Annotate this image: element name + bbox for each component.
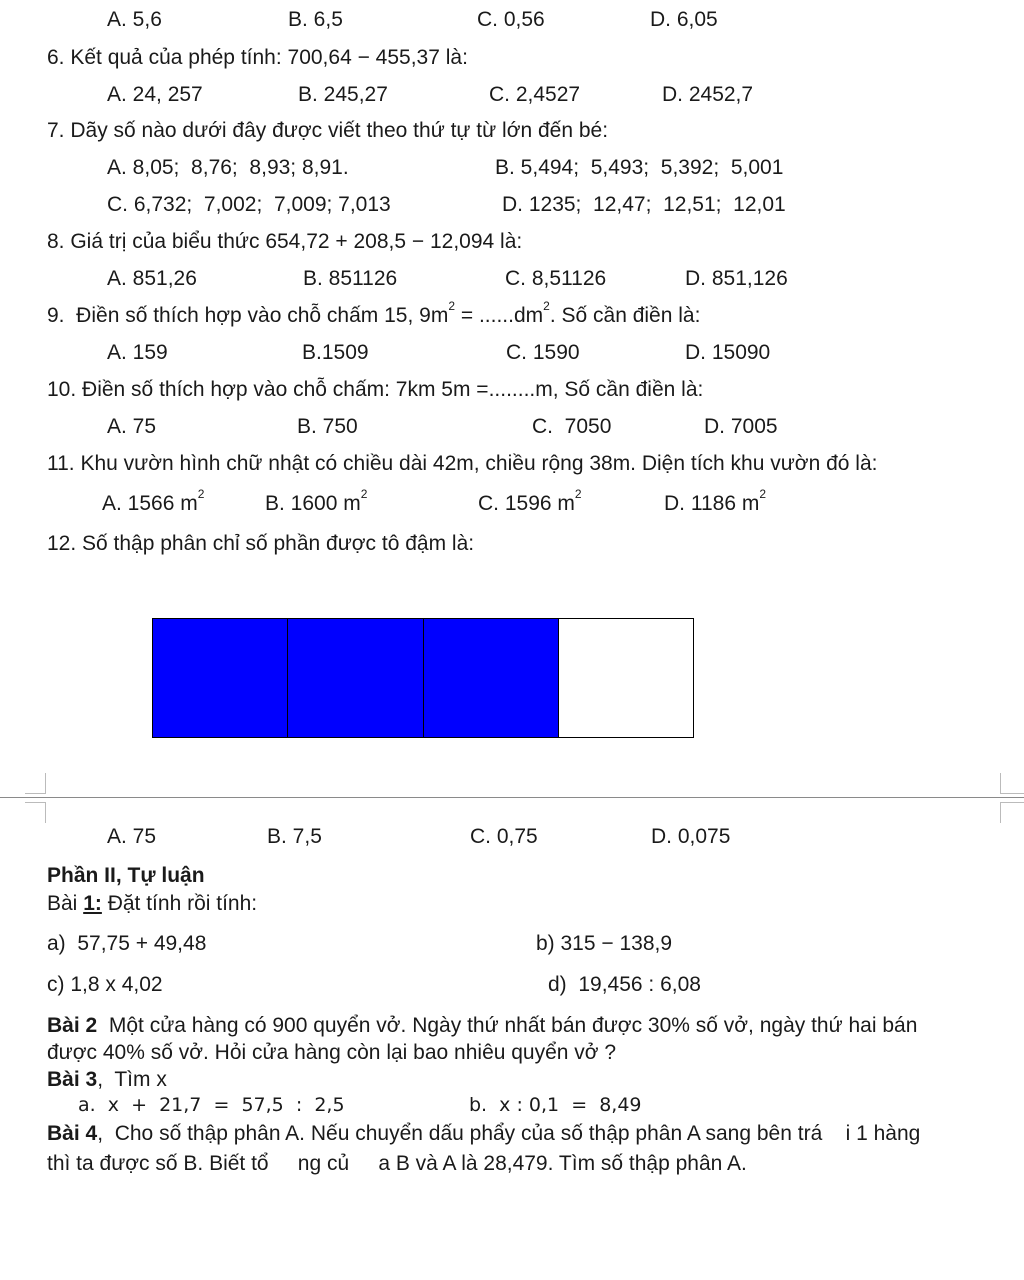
q5-option-b: B. 6,5 [288,8,343,31]
q9-option-a: A. 159 [107,341,168,364]
q8-option-d: D. 851,126 [685,267,788,290]
q10-option-a: A. 75 [107,415,157,438]
bai1-c: c) 1,8 x 4,02 [47,973,163,996]
q11-question: 11. Khu vườn hình chữ nhật có chiều dài 42m, chiều rộng 38m. Diện tích khu vườn đó là: [47,452,878,475]
q6-option-d: D. 2452,7 [662,83,754,106]
q6-question: 6. Kết quả của phép tính: 700,64 − 455,37 là: [47,46,468,69]
q7-question: 7. Dãy số nào dưới đây được viết theo thứ tự từ lớn đến bé: [47,119,609,142]
q12-option-b: B. 7,5 [267,825,322,848]
page-corner-mark [1000,773,1024,794]
bai1-d: d) 19,456 : 6,08 [548,973,701,996]
q8-option-b: B. 851126 [303,267,398,290]
bai1-a: a) 57,75 + 49,48 [47,932,207,955]
q12-question: 12. Số thập phân chỉ số phần được tô đậm là: [47,532,475,555]
q5-option-c: C. 0,56 [477,8,545,31]
q7-option-b: B. 5,494; 5,493; 5,392; 5,001 [495,156,784,179]
bai4-line1: Bài 4, Cho số thập phân A. Nếu chuyển dấu phẩy của số thập phân A sang bên trá i 1 hàng [47,1122,921,1145]
q10-question: 10. Điền số thích hợp vào chỗ chấm: 7km 5m =........m, Số cần điền là: [47,378,704,401]
page-corner-mark [25,773,46,794]
bai4-line2: thì ta được số B. Biết tổ ng củ a B và A là 28,479. Tìm số thập phân A. [47,1152,747,1175]
page-corner-mark [1000,802,1024,823]
q11-option-a: A. 1566 $m^2$ [102,487,205,515]
q12-option-a: A. 75 [107,825,157,848]
q10-option-c: C. 7050 [532,415,612,438]
shaded-cell [153,619,288,737]
q11-option-d: D. 1186 $m^2$ [664,487,767,515]
q11-option-b: B. 1600 $m^2$ [265,487,368,515]
shaded-cell [424,619,559,737]
q8-option-c: C. 8,51126 [505,267,607,290]
q5-option-d: D. 6,05 [650,8,718,31]
page-corner-mark [25,802,46,823]
bai1-heading: Bài 1: Đặt tính rồi tính: [47,892,258,915]
q12-option-d: D. 0,075 [651,825,731,848]
bai3-b: b. x : 0,1 = 8,49 [469,1094,642,1116]
bai3-heading: Bài 3, Tìm x [47,1068,167,1091]
q6-option-b: B. 245,27 [298,83,388,106]
part2-title: Phần II, Tự luận [47,864,205,887]
q9-question: 9. Điền số thích hợp vào chỗ chấm 15, $9m^2 = ......dm^2$. Số cần điền là: [47,299,701,327]
q10-option-d: D. 7005 [704,415,778,438]
q6-option-a: A. 24, 257 [107,83,203,106]
q8-option-a: A. 851,26 [107,267,197,290]
q8-question: 8. Giá trị của biểu thức 654,72 + 208,5 − 12,094 là: [47,230,523,253]
q12-option-c: C. 0,75 [470,825,538,848]
q9-option-c: C. 1590 [506,341,580,364]
q6-option-c: C. 2,4527 [489,83,581,106]
bai2-line1: Bài 2 Một cửa hàng có 900 quyển vở. Ngày thứ nhất bán được 30% số vở, ngày thứ hai bán [47,1014,918,1037]
shaded-fraction-figure [152,618,694,738]
q7-option-a: A. 8,05; 8,76; 8,93; 8,91. [107,156,349,179]
empty-cell [559,619,693,737]
q7-option-d: D. 1235; 12,47; 12,51; 12,01 [502,193,786,216]
q5-option-a: A. 5,6 [107,8,162,31]
shaded-cell [288,619,423,737]
bai1-b: b) 315 − 138,9 [536,932,673,955]
q7-option-c: C. 6,732; 7,002; 7,009; 7,013 [107,193,391,216]
bai3-a: a. x + 21,7 = 57,5 : 2,5 [78,1094,345,1116]
bai2-line2: được 40% số vở. Hỏi cửa hàng còn lại bao nhiêu quyển vở ? [47,1041,617,1064]
q11-option-c: C. 1596 $m^2$ [478,487,582,515]
q10-option-b: B. 750 [297,415,358,438]
q9-option-b: B.1509 [302,341,369,364]
q9-option-d: D. 15090 [685,341,771,364]
page-break-line [0,797,1024,798]
